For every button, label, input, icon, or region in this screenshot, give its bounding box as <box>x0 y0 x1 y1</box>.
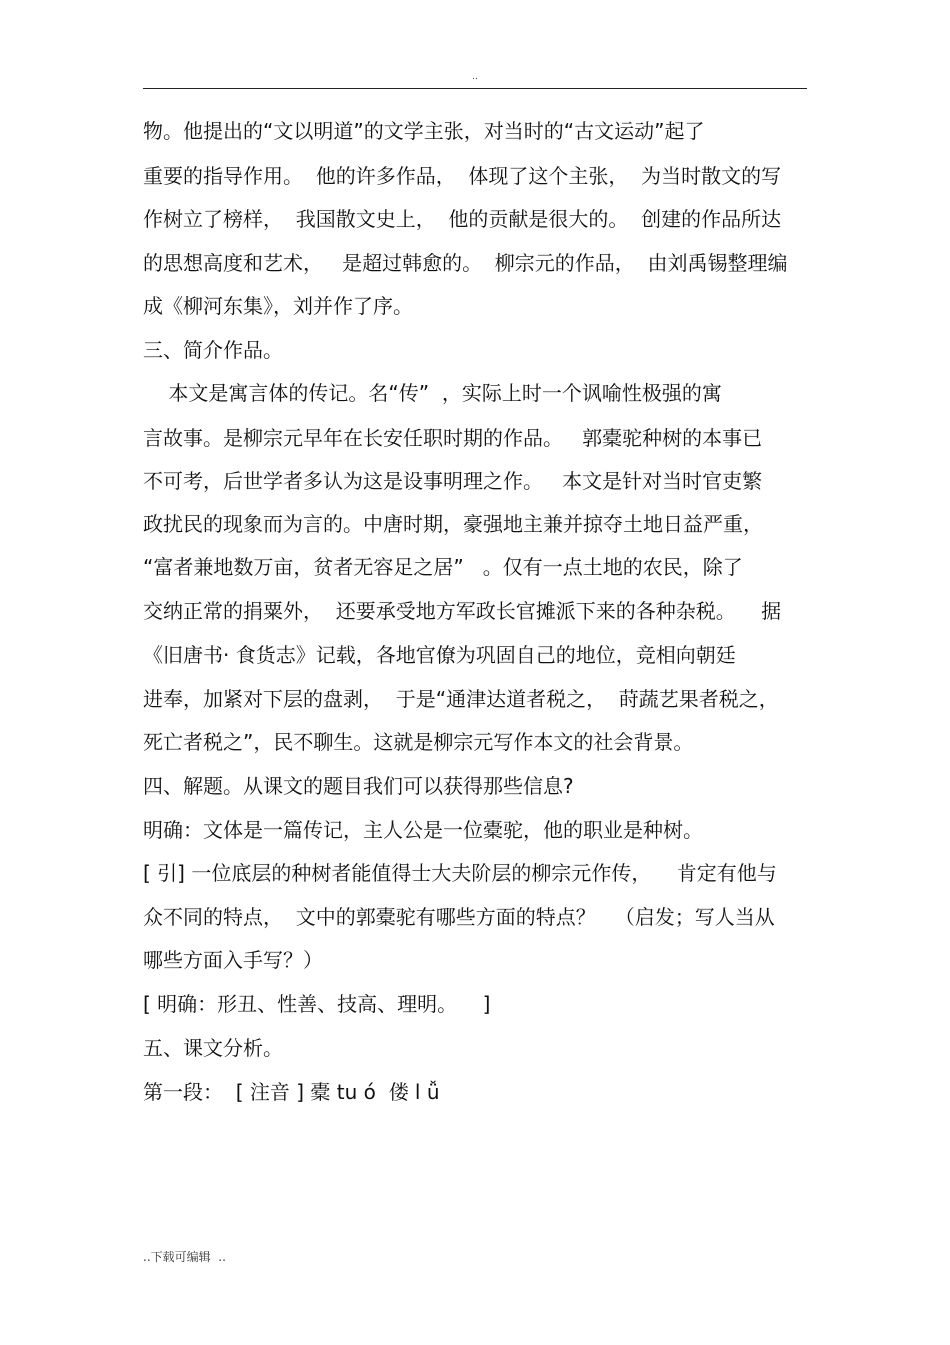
body-line: 众不同的特点， 文中的郭橐驼有哪些方面的特点？ （启发；写人当从 <box>143 905 775 929</box>
page-footer: ..下载可编辑 .. <box>143 1250 226 1264</box>
body-line: 不可考，后世学者多认为这是设事明理之作。 本文是针对当时官吏繁 <box>143 469 763 493</box>
body-line: “富者兼地数万亩，贫者无容足之居” 。仅有一点土地的农民，除了 <box>143 555 743 579</box>
body-line: 第一段： [ 注音 ] 橐 tu ó 偻 l ǚ <box>143 1080 440 1104</box>
body-line: 作树立了榜样， 我国散文史上， 他的贡献是很大的。 创建的作品所达 <box>143 207 782 231</box>
body-line: [ 引] 一位底层的种树者能值得士大夫阶层的柳宗元作传， 肯定有他与 <box>143 861 777 885</box>
body-line: 死亡者税之”，民不聊生。这就是柳宗元写作本文的社会背景。 <box>143 730 694 754</box>
body-line: [ 明确：形丑、性善、技高、理明。 ] <box>143 992 491 1016</box>
body-line: 哪些方面入手写？） <box>143 948 323 972</box>
section-heading: 五、课文分析。 <box>143 1036 283 1060</box>
body-line: 交纳正常的捐粟外， 还要承受地方军政长官摊派下来的各种杂税。 据 <box>143 599 782 623</box>
body-line: 言故事。是柳宗元早年在长安任职时期的作品。 郭橐驼种树的本事已 <box>143 426 763 450</box>
section-heading: 四、解题。从课文的题目我们可以获得那些信息? <box>143 774 574 798</box>
header-rule <box>143 88 807 89</box>
body-line: 明确：文体是一篇传记，主人公是一位橐驼，他的职业是种树。 <box>143 818 703 842</box>
body-line: 物。他提出的“文以明道”的文学主张，对当时的“古文运动”起了 <box>143 119 705 143</box>
body-line: 政扰民的现象而为言的。中唐时期，豪强地主兼并掠夺土地日益严重， <box>143 512 763 536</box>
body-line: 本文是寓言体的传记。名“传” ，实际上时一个讽喻性极强的寓 <box>143 381 722 405</box>
header-mark: .. <box>472 72 478 82</box>
body-line: 进奉，加紧对下层的盘剥， 于是“通津达道者税之， 莳蔬艺果者税之， <box>143 687 779 711</box>
body-line: 成《柳河东集》，刘并作了序。 <box>143 294 413 318</box>
section-heading: 三、简介作品。 <box>143 338 283 362</box>
body-line: 《旧唐书· 食货志》记载，各地官僚为巩固自己的地位，竞相向朝廷 <box>143 643 736 667</box>
body-line: 的思想高度和艺术， 是超过韩愈的。 柳宗元的作品， 由刘禹锡整理编 <box>143 251 788 275</box>
body-line: 重要的指导作用。 他的许多作品， 体现了这个主张， 为当时散文的写 <box>143 164 782 188</box>
